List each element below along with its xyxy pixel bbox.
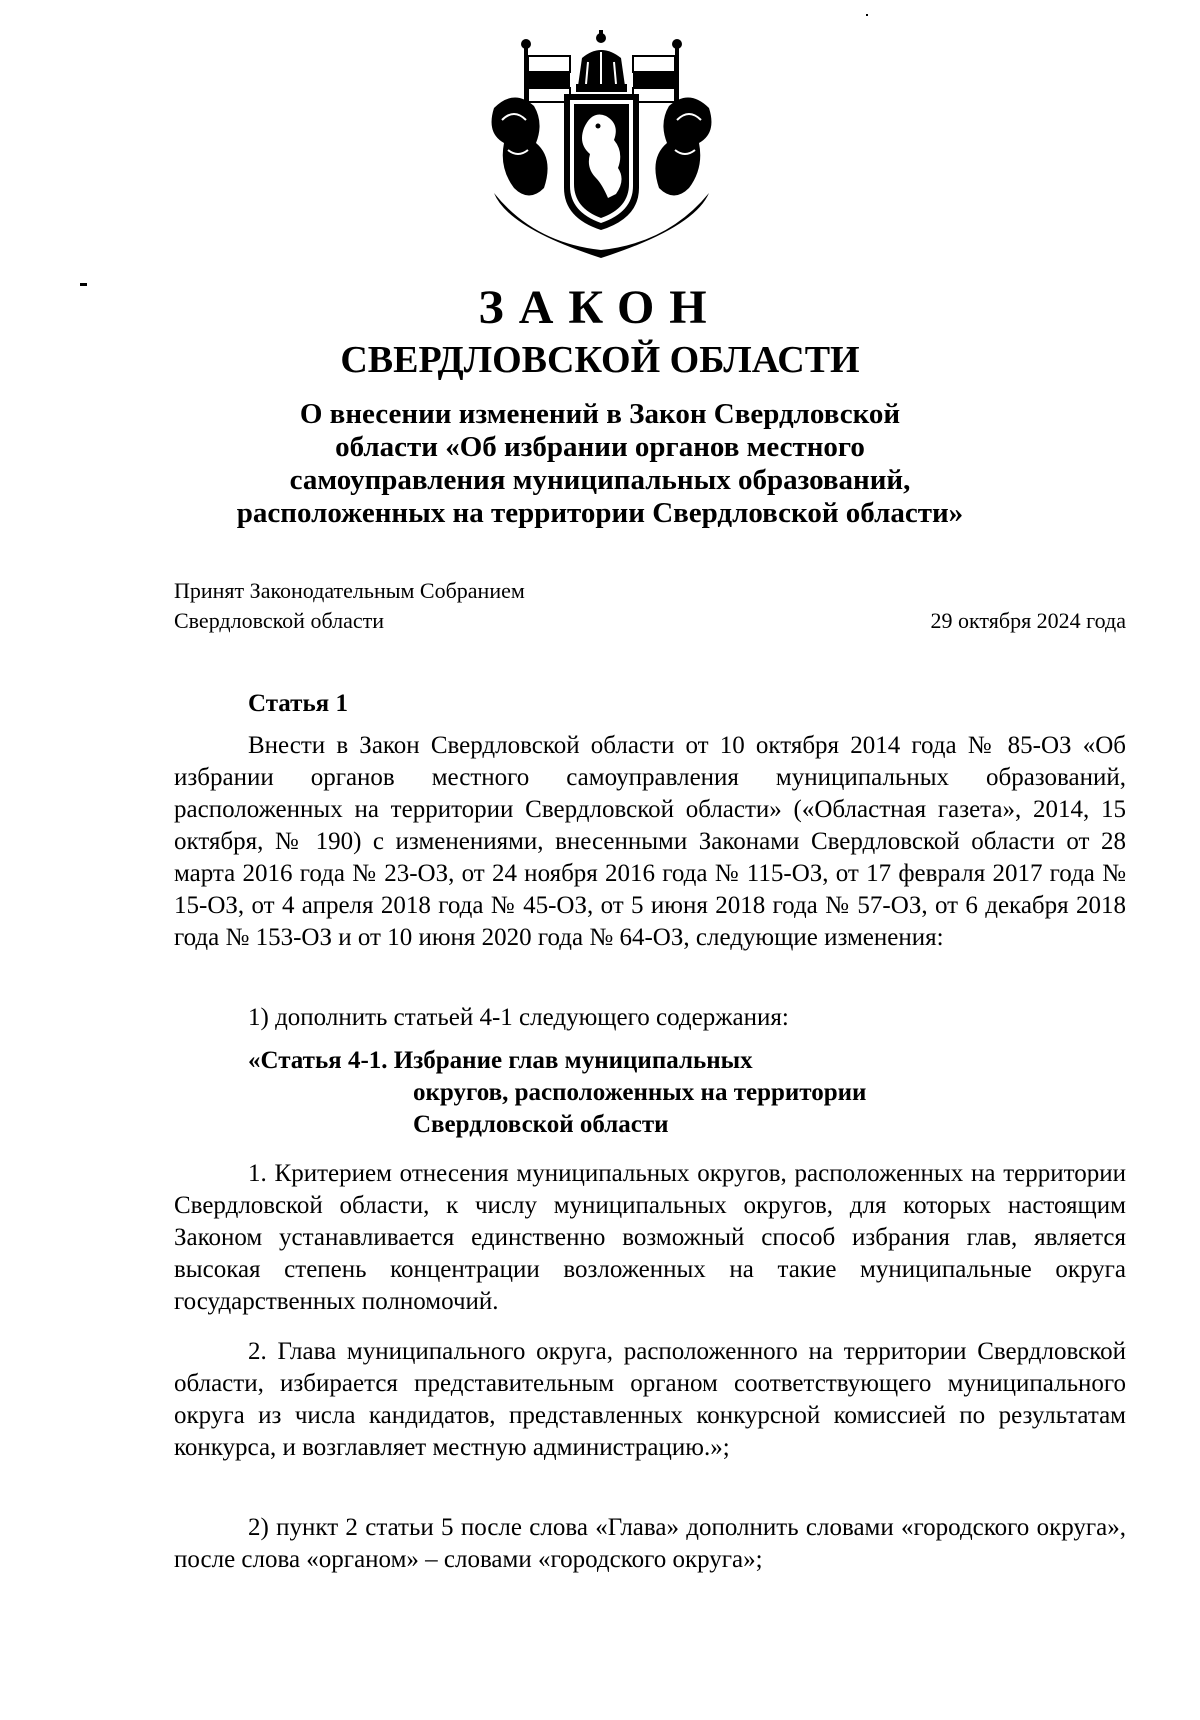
new-article-heading-line: «Статья 4-1. Избрание глав муниципальных	[248, 1047, 753, 1074]
new-article-heading	[248, 1045, 866, 1141]
adoption-date: 29 октября 2024 года	[930, 608, 1126, 633]
document-title-line: самоуправления муниципальных образований,	[289, 464, 911, 496]
new-article-heading-line: Свердловской области	[413, 1111, 669, 1138]
amendment-item-1: 1) дополнить статьей 4-1 следующего содержания:	[248, 1004, 789, 1031]
adoption-line: Принят Законодательным Собранием	[174, 578, 525, 603]
adoption-line: Свердловской области	[174, 608, 384, 633]
adoption-info	[174, 576, 525, 636]
clause-2-paragraph: 2. Глава муниципального округа, расположенного на территории Свердловской области, избирается представительным органом соответствующего муниципального округа из числа кандидатов, представленных конкурсной комиссией по результатам конкурса, и возглавляет местную администрацию.»;	[174, 1338, 1126, 1461]
article-heading: Статья 1	[248, 690, 348, 717]
new-article-heading-line: округов, расположенных на территории	[413, 1079, 867, 1106]
article-intro-paragraph: Внести в Закон Свердловской области от 10 октября 2014 года № 85-ОЗ «Об избрании органов местного самоуправления муниципальных образований, расположенных на территории Свердловской области» («Областная газета», 2014, 15 октября, № 190) с изменениями, внесенными Законами Свердловской области от 28 марта 2016 года № 23-ОЗ, от 24 ноября 2016 года № 115-ОЗ, от 17 февраля 2017 года № 15-ОЗ, от 4 апреля 2018 года № 45-ОЗ, от 5 июня 2018 года № 57-ОЗ, от 6 декабря 2018 года № 153-ОЗ и от 10 июня 2020 года № 64-ОЗ, следующие изменения:	[174, 732, 1126, 951]
coat-of-arms-icon	[474, 28, 729, 260]
amendment-item-2: 2) пункт 2 статьи 5 после слова «Глава» дополнить словами «городского округа», после слова «органом» – словами «городского округа»;	[174, 1514, 1126, 1573]
document-title-line: области «Об избрании органов местного	[335, 431, 865, 463]
document-title-line: расположенных на территории Свердловской области»	[236, 497, 964, 529]
region-heading: СВЕРДЛОВСКОЙ ОБЛАСТИ	[340, 339, 860, 381]
clause-1-paragraph: 1. Критерием отнесения муниципальных округов, расположенных на территории Свердловской области, к числу муниципальных округов, для которых настоящим Законом устанавливается единственно возможный способ избрания глав, является высокая степень концентрации возложенных на такие муниципальные округа государственных полномочий.	[174, 1160, 1126, 1315]
scan-speck	[866, 14, 868, 16]
document-title-line: О внесении изменений в Закон Свердловской	[299, 398, 901, 430]
document-type-heading: ЗАКОН	[478, 281, 722, 334]
document-title	[180, 398, 1020, 530]
